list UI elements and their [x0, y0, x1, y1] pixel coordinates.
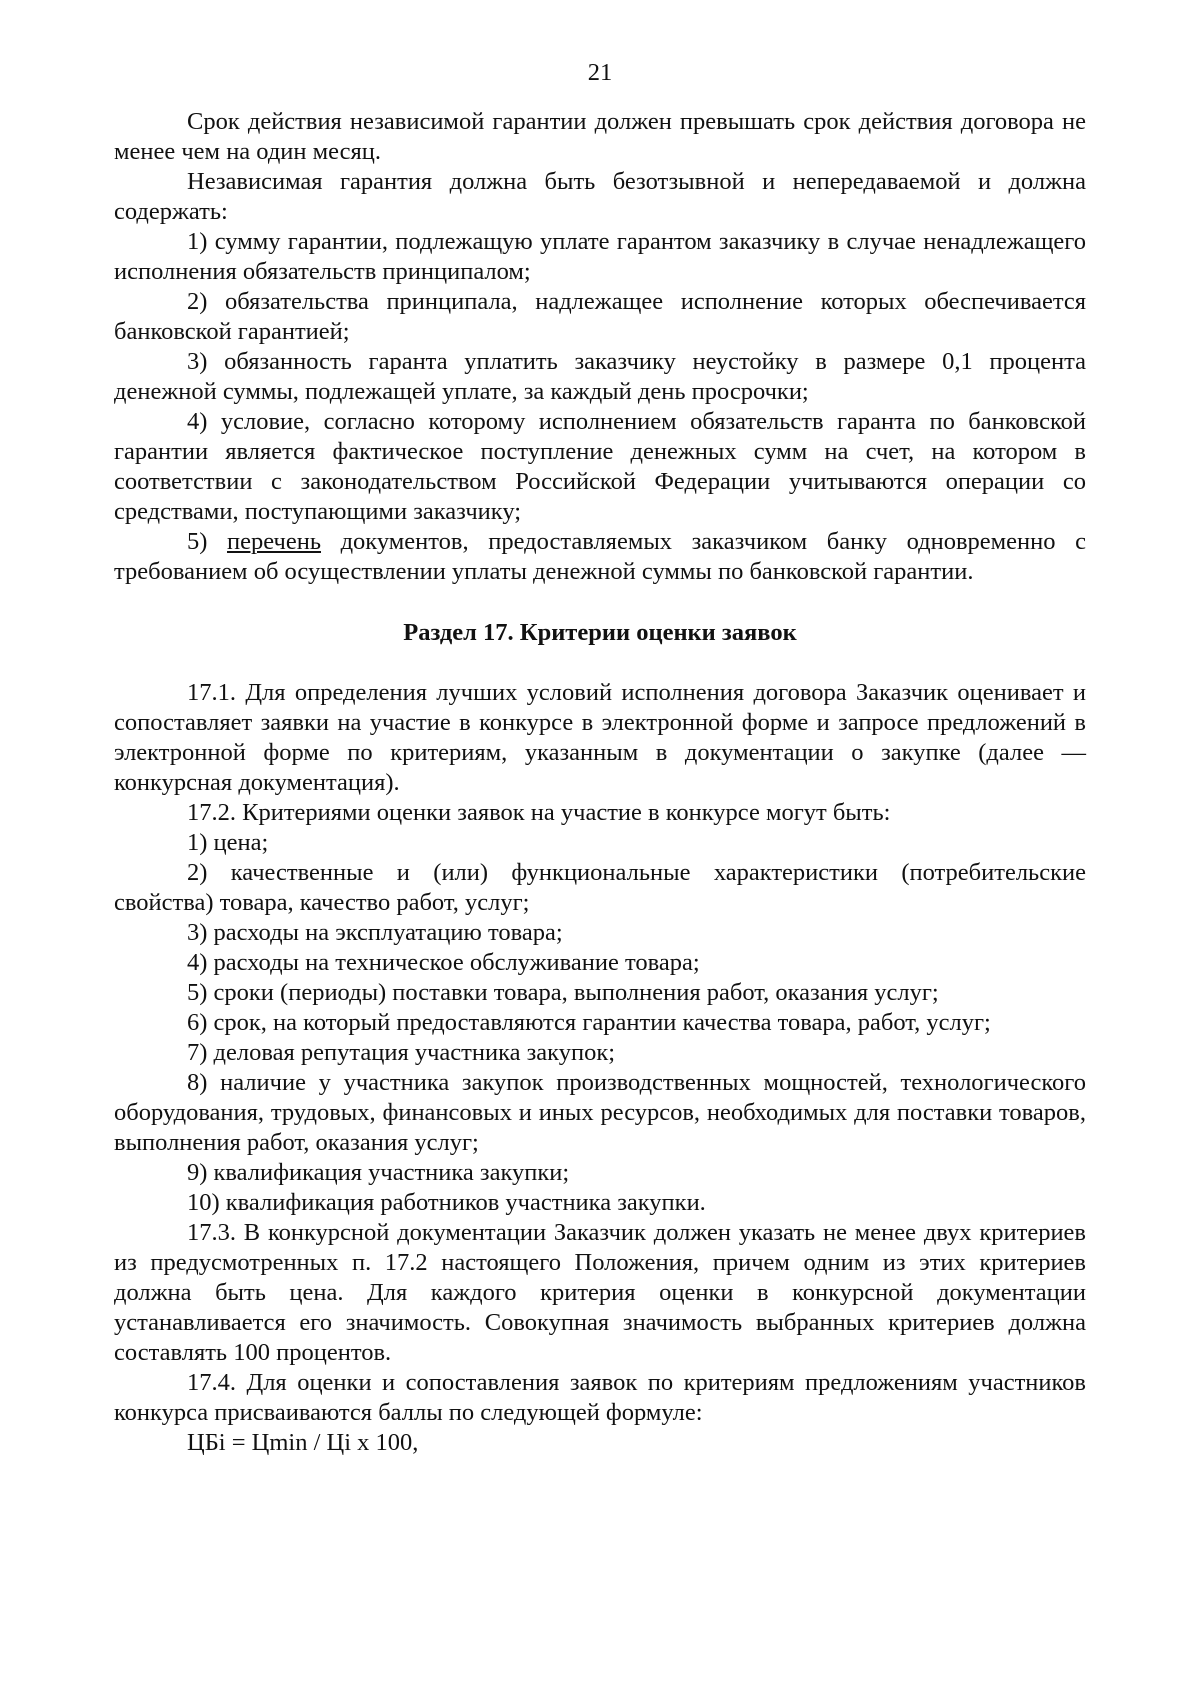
criteria-item-9: 9) квалификация участника закупки;	[187, 1159, 570, 1186]
criteria-item-1: 1) цена;	[187, 829, 269, 856]
document-list-link[interactable]: перечень	[227, 528, 321, 555]
list-item-5-prefix: 5)	[187, 528, 228, 555]
criteria-item-2: 2) качественные и (или) функциональные характеристики (потребительские свойства) товара, качество работ, услуг;	[114, 859, 1086, 916]
criteria-item-7: 7) деловая репутация участника закупок;	[187, 1039, 616, 1066]
list-item-guarantee-2: 2) обязательства принципала, надлежащее исполнение которых обеспечивается банковской гарантией;	[114, 288, 1086, 345]
criteria-item-3: 3) расходы на эксплуатацию товара;	[187, 919, 563, 946]
list-item-guarantee-4: 4) условие, согласно которому исполнением обязательств гаранта по банковской гарантии является фактическое поступление денежных сумм на счет, на котором в соответствии с законодательством Российской Федерации учитываются операции со средствами, поступающими заказчику;	[114, 408, 1086, 525]
page-number: 21	[587, 59, 613, 86]
criteria-item-4: 4) расходы на техническое обслуживание товара;	[187, 949, 700, 976]
paragraph-guarantee-content: Независимая гарантия должна быть безотзывной и непередаваемой и должна содержать:	[114, 168, 1086, 225]
paragraph-17-1: 17.1. Для определения лучших условий исполнения договора Заказчик оценивает и сопоставляет заявки на участие в конкурсе в электронной форме и запросе предложений в электронной форме по критериям, указанным в документации о закупке (далее — конкурсная документация).	[114, 679, 1086, 796]
document-body	[114, 107, 1086, 1458]
criteria-item-8: 8) наличие у участника закупок производственных мощностей, технологического оборудования, трудовых, финансовых и иных ресурсов, необходимых для поставки товаров, выполнения работ, оказания услуг;	[114, 1069, 1086, 1156]
formula: ЦБi = Цmin / Цi x 100,	[187, 1429, 419, 1456]
list-item-guarantee-1: 1) сумму гарантии, подлежащую уплате гарантом заказчику в случае ненадлежащего исполнения обязательств принципалом;	[114, 228, 1086, 285]
paragraph-17-3: 17.3. В конкурсной документации Заказчик должен указать не менее двух критериев из предусмотренных п. 17.2 настоящего Положения, причем одним из этих критериев должна быть цена. Для каждого критерия оценки в конкурсной документации устанавливается его значимость. Совокупная значимость выбранных критериев должна составлять 100 процентов.	[114, 1219, 1086, 1366]
criteria-item-6: 6) срок, на который предоставляются гарантии качества товара, работ, услуг;	[187, 1009, 991, 1036]
paragraph-17-2: 17.2. Критериями оценки заявок на участие в конкурсе могут быть:	[187, 799, 891, 826]
criteria-item-5: 5) сроки (периоды) поставки товара, выполнения работ, оказания услуг;	[187, 979, 939, 1006]
paragraph-17-4: 17.4. Для оценки и сопоставления заявок по критериям предложениям участников конкурса присваиваются баллы по следующей формуле:	[114, 1369, 1086, 1426]
list-item-guarantee-3: 3) обязанность гаранта уплатить заказчику неустойку в размере 0,1 процента денежной суммы, подлежащей уплате, за каждый день просрочки;	[114, 348, 1086, 405]
list-item-5-text: документов, предоставляемых заказчиком банку одновременно с требованием об осуществлении уплаты денежной суммы по банковской гарантии.	[114, 528, 1086, 585]
paragraph-guarantee-term: Срок действия независимой гарантии должен превышать срок действия договора не менее чем на один месяц.	[114, 108, 1086, 165]
criteria-item-10: 10) квалификация работников участника закупки.	[187, 1189, 706, 1216]
section-heading: Раздел 17. Критерии оценки заявок	[403, 619, 797, 646]
list-item-guarantee-5	[114, 527, 1086, 587]
